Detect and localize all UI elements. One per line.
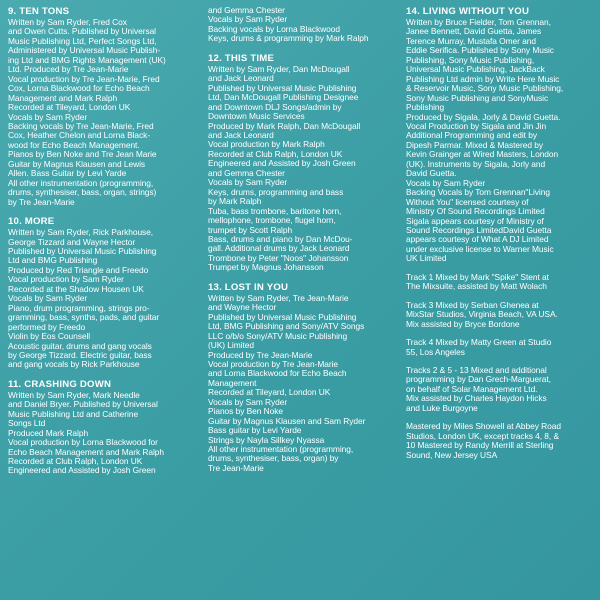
mix-note-tracks-2-5-13: Tracks 2 & 5 - 13 Mixed and additional programming by Dan Grech-Marguerat, on behalf of Solar Management Ltd. Mix assisted by Charles Haydon Hicks and Luke Burgoyne <box>406 364 551 413</box>
credit-block-living-without-you <box>406 6 596 264</box>
track-title: 14. LIVING WITHOUT YOU <box>406 6 530 17</box>
mix-note-track-3: Track 3 Mixed by Serban Ghenea at MixStar Studios, Virginia Beach, VA USA. Mix assisted by Bryce Bordone <box>406 299 558 329</box>
credit-block-lost-in-you <box>208 282 404 474</box>
column-right <box>406 6 596 469</box>
column-left <box>8 6 204 485</box>
track-credits: Written by Sam Ryder, Tre Jean-Marie and Wayne Hector Published by Universal Music Publishing Ltd, BMG Publishing and Sony/ATV Songs LLC o/b/o Sony/ATV Music Publishing (UK) Limited Produced by Tre Jean-Marie Vocal production by Tre Jean-Marie and Lorna Blackwood for Echo Beach Management Recorded at Tileyard, London UK Vocals by Sam Ryder Pianos by Ben Noke Guitar by Magnus Klausen and Sam Ryder Bass guitar by Levi Yarde Strings by Nayla Sillkey Nyassa All other instrumentation (programming, drums, synthesiser, bass, organ) by Tre Jean-Marie <box>208 292 366 473</box>
credit-block-ten-tons <box>8 6 204 207</box>
track-title: 13. LOST IN YOU <box>208 281 289 293</box>
track-credits: Written by Sam Ryder, Dan McDougall and Jack Leonard Published by Universal Music Publishing Ltd, Dan McDougall Publishing Designee and Downtown DLJ Songs/admin by Downtown Music Services Produced by Mark Ralph, Dan McDougall and Jack Leonard Vocal production by Mark Ralph Recorded at Club Ralph, London UK Engineered and Assisted by Josh Green and Gemma Chester Vocals by Sam Ryder Keys, drums, programming and bass by Mark Ralph Tuba, bass trombone, baritone horn, mellophone, trombone, flugel horn, trumpet by Scott Ralph Bass, drums and piano by Dan McDou- gall. Additional drums by Jack Leonard Trombone by Peter "Noos" Johansson Trumpet by Magnus Johansson <box>208 63 361 273</box>
track-title: 11. CRASHING DOWN <box>8 378 112 390</box>
track-credits: Written by Sam Ryder, Rick Parkhouse, George Tizzard and Wayne Hector Published by Universal Music Publishing Ltd and BMG Publishing Produced by Red Triangle and Freedo Vocal production by Sam Ryder Recorded at the Shadow Housen UK Vocals by Sam Ryder Piano, drum programming, strings pro- gramming, bass, synths, pads, and guitar performed by Freedo Violin by Eos Counsell Acoustic guitar, drums and gang vocals by George Tizzard. Electric guitar, bass and gang vocals by Rick Parkhouse <box>8 227 160 370</box>
credit-block-crashing-down-continued <box>208 6 404 44</box>
mix-note-track-4: Track 4 Mixed by Matty Green at Studio 55, Los Angeles <box>406 337 552 357</box>
mastering-note: Mastered by Miles Showell at Abbey Road Studios, London UK, except tracks 4, 8, & 10 Mastered by Randy Merrill at Sterling Sound, New Jersey USA <box>406 421 561 460</box>
track-title: 9. TEN TONS <box>8 6 70 17</box>
track-credits: Written by Sam Ryder, Mark Needle and Daniel Bryer. Published by Universal Music Publishing Ltd and Catherine Songs Ltd Produced Mark Ralph Vocal production by Lorna Blackwood for Echo Beach Management and Mark Ralph Recorded at Club Ralph, London UK Engineered and Assisted by Josh Green <box>8 389 165 476</box>
credit-block-this-time <box>208 53 404 273</box>
track-credits: Written by Bruce Fielder, Tom Grennan, Janee Bennett, David Guetta, James Terence Murray, Mustafa Omer and Eddie Serifica. Published by Sony Music Publishing, Sony Music Publishing, Universal Music Publishing, JackBack Publishing Ltd admin by Write Here Music & Reservoir Music, Sony Music Publishing, Sony Music Publishing and SonyMusic Publishing Produced by Sigala, Jorly & David Guetta. Vocal Production by Sigala and Jin Jin Additional Programming and edit by Dipesh Parmar. Mixed & Mastered by Kevin Grainger at Wired Masters, London (UK). Instruments by Sigala, Jorly and David Guetta. Vocals by Sam Ryder Backing Vocals by Tom Grennan"Living Without You" licensed courtesy of Ministry Of Sound Recordings Limited Sigala appears courtesy of Ministry of Sound Recordings LimitedDavid Guetta appears courtesy of What A DJ Limited under exclusive license to Warner Music UK Limited <box>406 17 564 264</box>
track-title: 12. THIS TIME <box>208 52 275 64</box>
credit-block-crashing-down <box>8 379 204 476</box>
track-title: 10. MORE <box>8 216 55 228</box>
credit-block-more <box>8 216 204 370</box>
mix-note-track-1: Track 1 Mixed by Mark "Spike" Stent at The Mixsuite, assisted by Matt Wolach <box>406 271 549 292</box>
track-credits: and Gemma Chester Vocals by Sam Ryder Backing vocals by Lorna Blackwood Keys, drums & programming by Mark Ralph <box>208 5 369 44</box>
column-middle <box>208 6 404 482</box>
track-credits: Written by Sam Ryder, Fred Cox and Owen Cutts. Published by Universal Music Publishing Ltd, Perfect Songs Ltd, Administered by Universal Music Publish- ing Ltd and BMG Rights Management (UK) Ltd. Produced by Tre Jean-Marie Vocal production by Tre Jean-Marie, Fred Cox, Lorna Blackwood for Echo Beach Management and Mark Ralph Recorded at Tileyard, London UK Vocals by Sam Ryder Backing vocals by Tre Jean-Marie, Fred Cox, Heather Chelon and Lorna Black- wood for Echo Beach Management. Pianos by Ben Noke and Tre Jean Marie Guitar by Magnus Klausen and Lewis Allen. Bass Guitar by Levi Yarde All other instrumentation (programming, drums, synthesiser, bass, organ, strings) by Tre Jean-Marie <box>8 17 166 207</box>
